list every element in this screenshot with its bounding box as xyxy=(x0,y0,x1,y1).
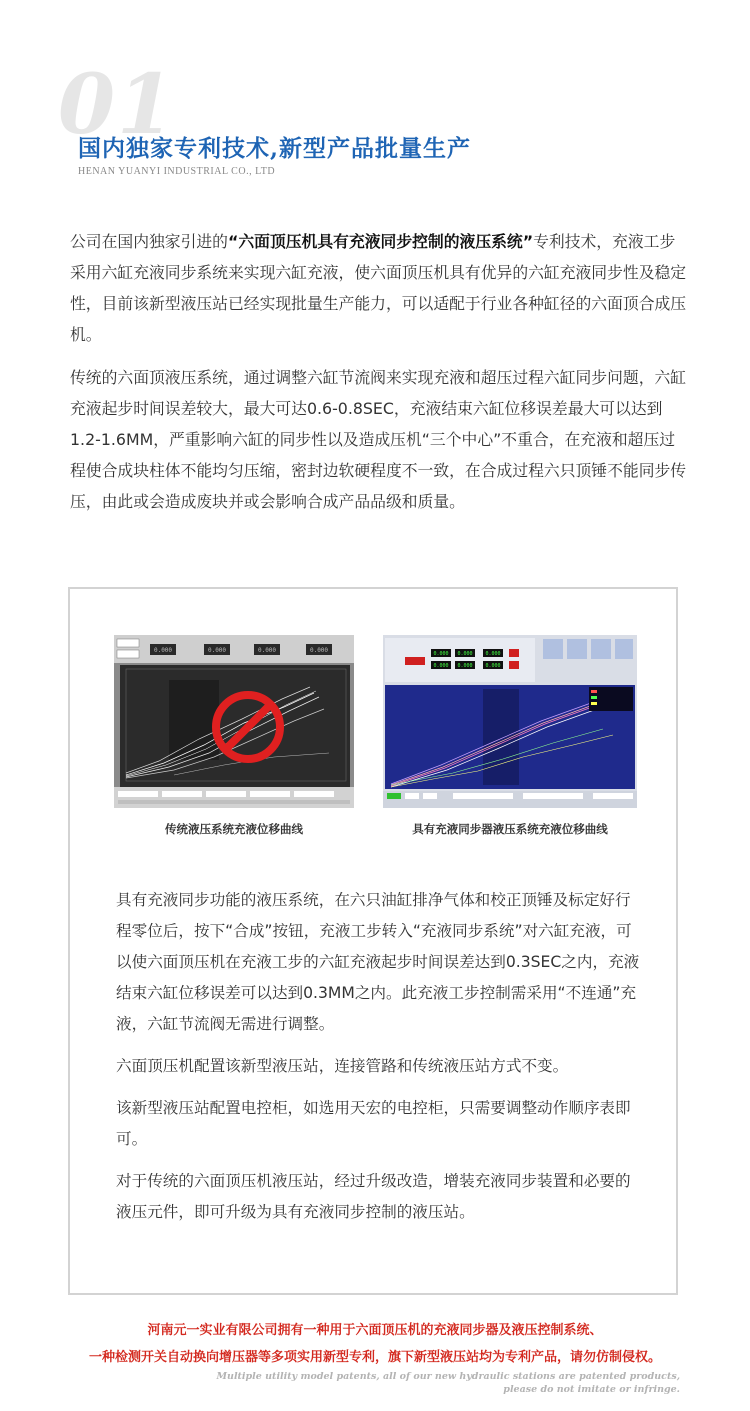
traditional-curve-image xyxy=(114,635,354,808)
svg-text:0.000: 0.000 xyxy=(457,651,473,657)
section-title: 国内独家专利技术,新型产品批量生产 xyxy=(78,135,472,162)
comparison-panel xyxy=(68,587,678,1295)
traditional-curve-screenshot xyxy=(114,635,354,808)
intro-text xyxy=(70,226,690,529)
patent-notice-english xyxy=(217,1370,680,1396)
traditional-curve-caption: 传统液压系统充液位移曲线 xyxy=(165,822,303,836)
panel-paragraph-3: 该新型液压站配置电控柜，如选用天宏的电控柜，只需要调整动作顺序表即可。 xyxy=(116,1099,631,1148)
patent-notice-english-line-1: Multiple utility model patents, all of our new hydraulic stations are patented products, xyxy=(216,1371,680,1382)
patent-notice-line-1: 河南元一实业有限公司拥有一种用于六面顶压机的充液同步器及液压控制系统、 xyxy=(147,1323,603,1338)
section-number: 01 xyxy=(58,57,177,153)
synchronized-curve-screenshot xyxy=(383,635,637,808)
svg-text:0.000: 0.000 xyxy=(257,647,277,654)
patent-notice-english-line-2: please do not imitate or infringe. xyxy=(503,1384,680,1395)
synchronized-curve-caption: 具有充液同步器液压系统充液位移曲线 xyxy=(412,822,608,836)
patent-notice xyxy=(0,1317,750,1371)
panel-paragraph-4: 对于传统的六面顶压机液压站，经过升级改造，增装充液同步装置和必要的液压元件，即可升级为具有充液同步控制的液压站。 xyxy=(116,1172,631,1221)
patent-notice-line-2: 一种检测开关自动换向增压器等多项实用新型专利，旗下新型液压站均为专利产品，请勿仿制侵权。 xyxy=(88,1350,661,1365)
company-subtitle: HENAN YUANYI INDUSTRIAL CO., LTD xyxy=(78,166,276,177)
synchronized-curve-image xyxy=(383,635,637,808)
panel-paragraph-1: 具有充液同步功能的液压系统，在六只油缸排净气体和校正顶锤及标定好行程零位后，按下“合成”按钮，充液工步转入“充液同步系统”对六缸充液，可以使六面顶压机在充液工步的六缸充液起步时间误差达到0.3SEC之内，充液结束六缸位移误差可以达到0.3MM之内。此充液工步控制需采用“不连通”充液，六缸节流阀无需进行调整。 xyxy=(116,891,640,1033)
panel-text xyxy=(116,885,646,1239)
svg-text:0.000: 0.000 xyxy=(309,647,329,654)
svg-text:0.000: 0.000 xyxy=(485,663,501,669)
svg-text:0.000: 0.000 xyxy=(433,663,449,669)
svg-text:0.000: 0.000 xyxy=(433,651,449,657)
intro-paragraph-2: 传统的六面顶液压系统，通过调整六缸节流阀来实现充液和超压过程六缸同步问题，六缸充液起步时间误差较大，最大可达0.6-0.8SEC，充液结束六缸位移误差最大可以达到1.2-1.6MM，严重影响六缸的同步性以及造成压机“三个中心”不重合，在充液和超压过程使合成块柱体不能均匀压缩，密封边软硬程度不一致，在合成过程六只顶锤不能同步传压，由此或会造成废块并或会影响合成产品品级和质量。 xyxy=(70,368,687,511)
svg-text:0.000: 0.000 xyxy=(153,647,173,654)
panel-paragraph-2: 六面顶压机配置该新型液压站，连接管路和传统液压站方式不变。 xyxy=(116,1057,569,1075)
svg-text:0.000: 0.000 xyxy=(485,651,501,657)
intro-paragraph-1: 公司在国内独家引进的“六面顶压机具有充液同步控制的液压系统”专利技术，充液工步采用六缸充液同步系统来实现六缸充液，使六面顶压机具有优异的六缸充液同步性及稳定性，目前该新型液压站已经实现批量生产能力，可以适配于行业各种缸径的六面顶合成压机。 xyxy=(70,232,687,344)
patent-name: “六面顶压机具有充液同步控制的液压系统” xyxy=(227,232,534,251)
svg-text:0.000: 0.000 xyxy=(207,647,227,654)
svg-text:0.000: 0.000 xyxy=(457,663,473,669)
